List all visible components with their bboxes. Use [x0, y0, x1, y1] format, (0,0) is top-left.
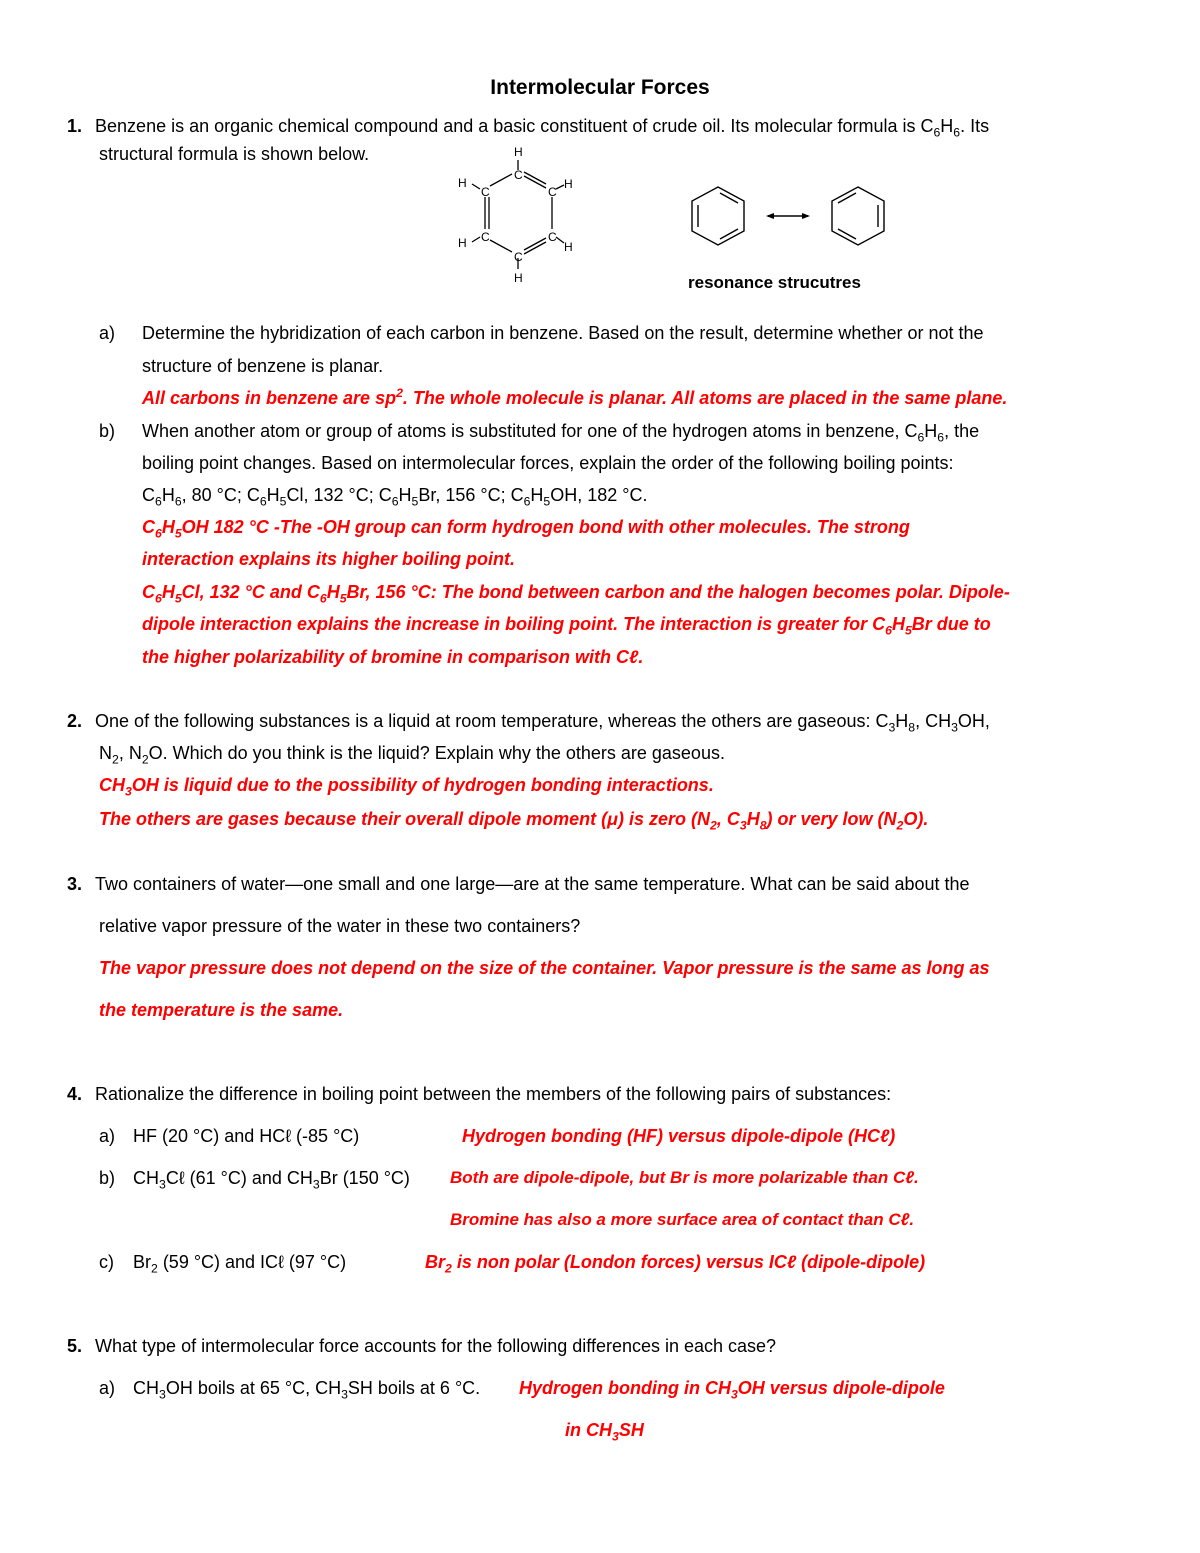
q1a-text: Determine the hybridization of each carbon in benzene. Based on the result, determine whether or not the [142, 323, 984, 343]
q5a-answer-2: in $CH_3SH$ [565, 1420, 644, 1444]
atom-h-lower-right: H [564, 240, 573, 254]
q1-line-1 [67, 115, 990, 140]
atom-c-4: C [514, 250, 523, 264]
q3-answer-1: The vapor pressure does not depend on the size of the container. Vapor pressure is the same as long as [99, 958, 990, 978]
answer-text: . The whole molecule is planar. All atoms are placed in the same plane. [402, 388, 1008, 408]
q1b-line-1 [99, 420, 980, 445]
q1b-line-2: boiling point changes. Based on intermolecular forces, explain the order of the following boiling points: [142, 453, 954, 473]
q1a-label: a) [99, 323, 116, 343]
q1b-line-3: $C_6H_6$, 80 °C; $C_6H_5Cl$, 132 °C; $C_6H_5Br$, 156 °C; $C_6H_5OH$, 182 °C. [142, 485, 648, 509]
q4-line-1: 4. Rationalize the difference in boiling point between the members of the following pairs of substances: [67, 1084, 892, 1104]
q4c-line: c) $Br_2$ (59 °C) and ICℓ (97 °C) [99, 1252, 347, 1276]
atom-c-1: C [514, 168, 523, 182]
sub: 6 [933, 125, 941, 140]
q2-answer-2: The others are gases because their overall dipole moment (μ) is zero ($N_2$, $C_3H_8$) or very low $(N_2O)$. [99, 809, 929, 833]
q1-line-2: structural formula is shown below. [99, 144, 370, 164]
q1-number: 1. [67, 116, 83, 136]
q2-number: 2. [67, 711, 83, 731]
q1-text: Benzene is an organic chemical compound and a basic constituent of crude oil. Its molecular formula is C [95, 116, 934, 136]
atom-h-upper-right: H [564, 177, 573, 191]
q2-answer-1: $CH_3OH$ is liquid due to the possibility of hydrogen bonding interactions. [99, 775, 714, 799]
atom-c-2: C [548, 185, 557, 199]
q2-line-2: $N_2$, $N_2O$. Which do you think is the liquid? Explain why the others are gaseous. [99, 743, 725, 767]
q5-number: 5. [67, 1336, 83, 1356]
atom-c-3: C [548, 230, 557, 244]
resonance-structures-diagram [682, 185, 894, 247]
atom-h-bottom: H [514, 271, 523, 285]
q1b-answer-3: $C_6H_5Cl$, 132 °C and $C_6H_5Br$, 156 °C: The bond between carbon and the halogen becomes polar. Dipole- [142, 582, 1010, 606]
q3-line-1: 3. Two containers of water—one small and one large—are at the same temperature. What can be said about the [67, 874, 970, 894]
q1b-answer-2: interaction explains its higher boiling point. [142, 549, 516, 569]
q1b-text: When another atom or group of atoms is substituted for one of the hydrogen atoms in benzene, $C_6H_6$, the [142, 421, 980, 445]
atom-h-upper-left: H [458, 176, 467, 190]
q1-text: H [940, 116, 954, 136]
resonance-caption: resonance strucutres [688, 273, 861, 292]
sup: 2 [396, 386, 403, 400]
atom-h-lower-left: H [458, 236, 467, 250]
q1b-answer-5: the higher polarizability of bromine in comparison with Cℓ. [142, 647, 644, 667]
q5a-line: a) $CH_3OH$ boils at 65 °C, $CH_3SH$ boils at 6 °C. [99, 1378, 481, 1402]
arrow-left-icon [766, 213, 774, 219]
q1b-answer-4: dipole interaction explains the increase in boiling point. The interaction is greater for $C_6H_5Br$ due to [142, 614, 991, 638]
benzene-structure-diagram [452, 143, 592, 289]
q4a-answer: Hydrogen bonding (HF) versus dipole-dipole (HCℓ) [462, 1126, 896, 1146]
q4a-line: a) HF (20 °C) and HCℓ (-85 °C) [99, 1126, 360, 1146]
q4b-answer-1: Both are dipole-dipole, but Br is more polarizable than Cℓ. [450, 1168, 919, 1187]
q4b-line: b) $CH_3C\ell$ (61 °C) and $CH_3Br$ (150 °C) [99, 1168, 410, 1192]
q2-line-1: 2. One of the following substances is a liquid at room temperature, whereas the others are gaseous: $C_3H_8$, $CH_3OH$, [67, 711, 990, 735]
q1a-line-1 [99, 322, 984, 344]
q5-line-1: 5. What type of intermolecular force accounts for the following differences in each case? [67, 1336, 777, 1356]
q3-line-2: relative vapor pressure of the water in these two containers? [99, 916, 581, 936]
q4b-answer-2: Bromine has also a more surface area of contact than Cℓ. [450, 1210, 915, 1229]
q3-answer-2: the temperature is the same. [99, 1000, 344, 1020]
atom-h-top: H [514, 145, 523, 159]
atom-c-6: C [481, 185, 490, 199]
q1b-answer-1: $C_6H_5OH$ 182 °C -The -OH group can form hydrogen bond with other molecules. The strong [142, 517, 910, 541]
q4-number: 4. [67, 1084, 83, 1104]
q4c-answer: $Br_2$ is non polar (London forces) versus ICℓ (dipole-dipole) [425, 1252, 926, 1276]
q3-number: 3. [67, 874, 83, 894]
q1b-label: b) [99, 421, 116, 441]
sub: 6 [953, 125, 961, 140]
atom-c-5: C [481, 230, 490, 244]
arrow-right-icon [802, 213, 810, 219]
q1a-line-2: structure of benzene is planar. [142, 356, 384, 376]
q1-text: . Its [960, 116, 990, 136]
q5a-answer-1: Hydrogen bonding in $CH_3OH$ versus dipole-dipole [519, 1378, 945, 1402]
page-title: Intermolecular Forces [490, 76, 710, 99]
q1a-answer [142, 387, 1007, 409]
answer-text: All carbons in benzene are sp [142, 388, 397, 408]
